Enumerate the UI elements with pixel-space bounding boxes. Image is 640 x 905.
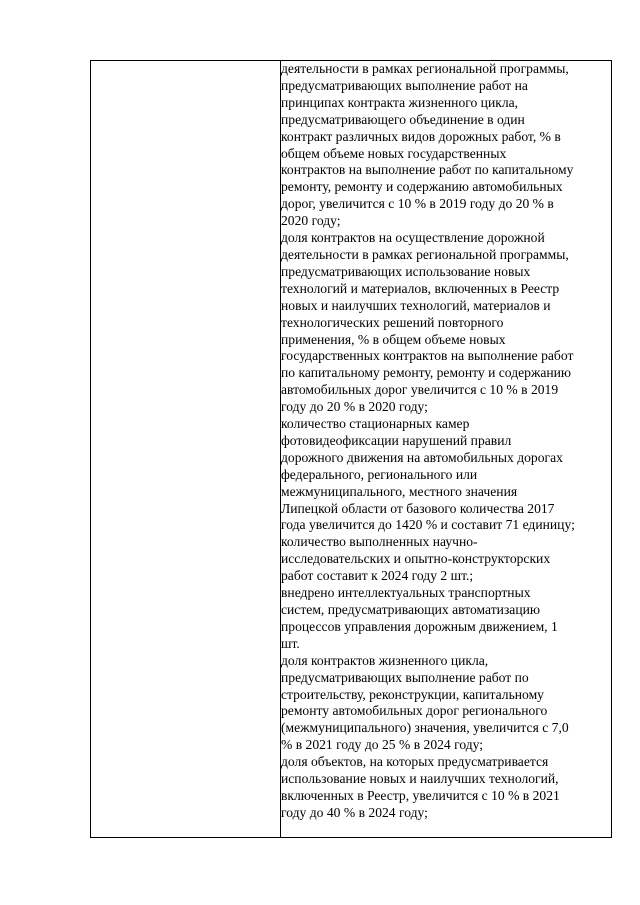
paragraph-lifecycle-contracts-share: доля контрактов жизненного цикла, предусматривающих выполнение работ по строительству, реконструкции, капитальному ремонту автомобильных дорог регионального (межмуниципального) значения, увеличится с 7,0 % в 2021 году до 25 % в 2024 году; (281, 652, 569, 753)
paragraph-research-works-count: количество выполненных научно- исследовательских и опытно-конструкторских работ составит к 2024 году 2 шт.; (281, 534, 551, 584)
paragraph-speed-cameras-count: количество стационарных камер фотовидеофиксации нарушений правил дорожного движения на автомобильных дорогах федерального, регионального или межмуниципального, местного значения Липецкой области от базового количества 2017 года увеличится до 1420 % и составит 71 единицу; (281, 416, 575, 533)
table-row (91, 61, 612, 838)
table-cell-left (91, 61, 281, 838)
table-cell-right (281, 61, 612, 838)
paragraph-objects-new-technologies-share: доля объектов, на которых предусматривается использование новых и наилучших технологий, включенных в Реестр, увеличится с 10 % в 2021 году до 40 % в 2024 году; (281, 754, 560, 820)
paragraph-intelligent-transport-systems: внедрено интеллектуальных транспортных систем, предусматривающих автоматизацию процессов управления дорожным движением, 1 шт. (281, 585, 558, 651)
paragraph-contract-lifecycle-share: деятельности в рамках региональной программы, предусматривающих выполнение работ на принципах контракта жизненного цикла, предусматривающего объединение в один контракт различных видов дорожных работ, % в общем объеме новых государственных контрактов на выполнение работ по капитальному ремонту, ремонту и содержанию автомобильных дорог, увеличится с 10 % в 2019 году до 20 % в 2020 году; (281, 61, 574, 229)
paragraph-new-technologies-share: доля контрактов на осуществление дорожной деятельности в рамках региональной программы, предусматривающих использование новых технологий и материалов, включенных в Реестр новых и наилучших технологий, материалов и технологических решений повторного применения, % в общем объеме новых государственных контрактов на выполнение работ по капитальному ремонту, ремонту и содержанию автомобильных дорог увеличится с 10 % в 2019 году до 20 % в 2020 году; (281, 230, 574, 415)
document-table (90, 60, 612, 838)
